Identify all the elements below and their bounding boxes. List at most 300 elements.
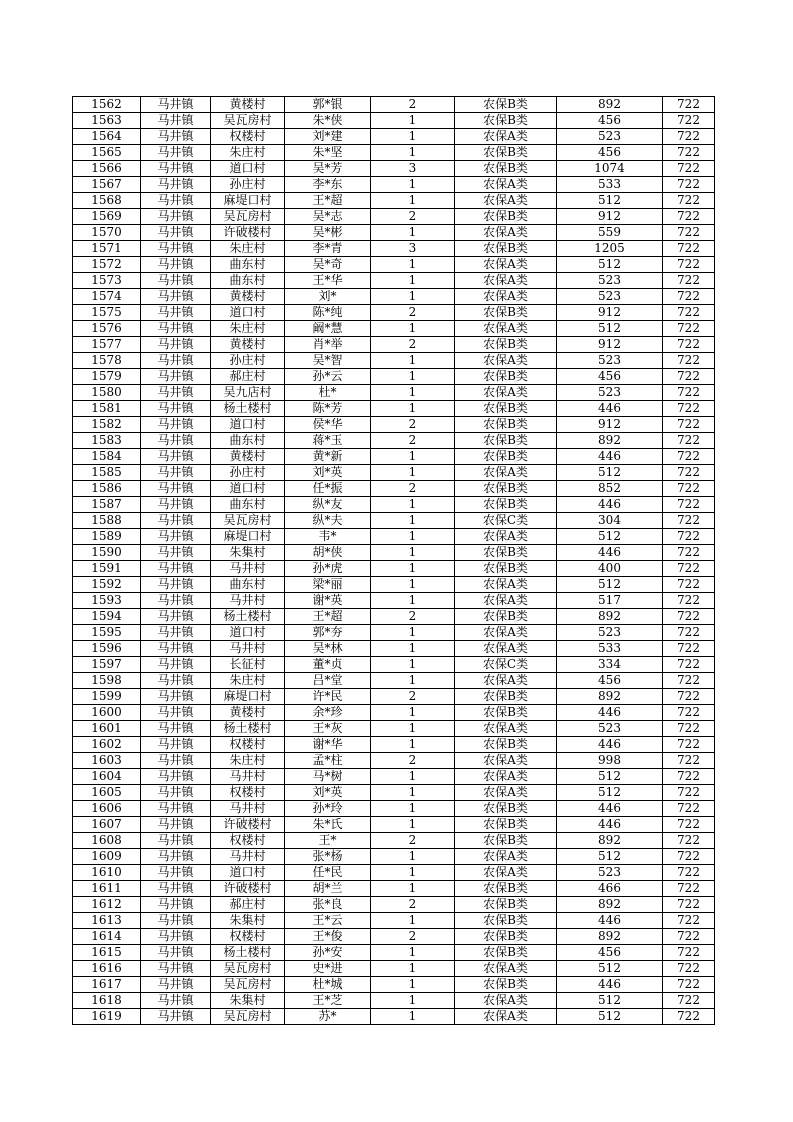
town-cell: 马井镇 <box>141 113 211 129</box>
table-row <box>73 289 715 305</box>
category-cell: 农保B类 <box>455 897 557 913</box>
category-cell: 农保A类 <box>455 129 557 145</box>
amount-cell: 446 <box>557 737 663 753</box>
table-row <box>73 609 715 625</box>
town-cell: 马井镇 <box>141 593 211 609</box>
code-cell: 722 <box>663 225 715 241</box>
row-number-cell: 1567 <box>73 177 141 193</box>
town-cell: 马井镇 <box>141 321 211 337</box>
name-cell: 吴*志 <box>285 209 371 225</box>
table-row <box>73 369 715 385</box>
name-cell: 朱*坚 <box>285 145 371 161</box>
amount-cell: 512 <box>557 993 663 1009</box>
town-cell: 马井镇 <box>141 145 211 161</box>
row-number-cell: 1563 <box>73 113 141 129</box>
village-cell: 黄楼村 <box>211 337 285 353</box>
code-cell: 722 <box>663 113 715 129</box>
code-cell: 722 <box>663 97 715 113</box>
category-cell: 农保B类 <box>455 433 557 449</box>
code-cell: 722 <box>663 465 715 481</box>
name-cell: 刘*建 <box>285 129 371 145</box>
count-cell: 1 <box>371 513 455 529</box>
code-cell: 722 <box>663 817 715 833</box>
category-cell: 农保B类 <box>455 833 557 849</box>
town-cell: 马井镇 <box>141 753 211 769</box>
code-cell: 722 <box>663 1009 715 1025</box>
code-cell: 722 <box>663 417 715 433</box>
row-number-cell: 1572 <box>73 257 141 273</box>
count-cell: 1 <box>371 225 455 241</box>
count-cell: 2 <box>371 481 455 497</box>
amount-cell: 512 <box>557 577 663 593</box>
town-cell: 马井镇 <box>141 289 211 305</box>
amount-cell: 852 <box>557 481 663 497</box>
table-row <box>73 529 715 545</box>
table-row <box>73 689 715 705</box>
village-cell: 黄楼村 <box>211 449 285 465</box>
name-cell: 胡*兰 <box>285 881 371 897</box>
village-cell: 黄楼村 <box>211 97 285 113</box>
count-cell: 2 <box>371 689 455 705</box>
town-cell: 马井镇 <box>141 993 211 1009</box>
count-cell: 2 <box>371 833 455 849</box>
amount-cell: 517 <box>557 593 663 609</box>
village-cell: 权楼村 <box>211 929 285 945</box>
count-cell: 1 <box>371 737 455 753</box>
name-cell: 许*民 <box>285 689 371 705</box>
category-cell: 农保B类 <box>455 97 557 113</box>
row-number-cell: 1588 <box>73 513 141 529</box>
code-cell: 722 <box>663 849 715 865</box>
town-cell: 马井镇 <box>141 657 211 673</box>
code-cell: 722 <box>663 273 715 289</box>
category-cell: 农保A类 <box>455 769 557 785</box>
code-cell: 722 <box>663 689 715 705</box>
name-cell: 张*良 <box>285 897 371 913</box>
town-cell: 马井镇 <box>141 801 211 817</box>
row-number-cell: 1596 <box>73 641 141 657</box>
amount-cell: 512 <box>557 257 663 273</box>
town-cell: 马井镇 <box>141 929 211 945</box>
code-cell: 722 <box>663 881 715 897</box>
row-number-cell: 1580 <box>73 385 141 401</box>
amount-cell: 512 <box>557 1009 663 1025</box>
code-cell: 722 <box>663 257 715 273</box>
row-number-cell: 1595 <box>73 625 141 641</box>
amount-cell: 998 <box>557 753 663 769</box>
category-cell: 农保A类 <box>455 193 557 209</box>
count-cell: 1 <box>371 145 455 161</box>
category-cell: 农保B类 <box>455 209 557 225</box>
count-cell: 3 <box>371 161 455 177</box>
table-row <box>73 97 715 113</box>
count-cell: 1 <box>371 625 455 641</box>
count-cell: 2 <box>371 609 455 625</box>
row-number-cell: 1571 <box>73 241 141 257</box>
name-cell: 陈*纯 <box>285 305 371 321</box>
table-row <box>73 929 715 945</box>
village-cell: 孙庄村 <box>211 465 285 481</box>
code-cell: 722 <box>663 577 715 593</box>
name-cell: 王*俊 <box>285 929 371 945</box>
town-cell: 马井镇 <box>141 465 211 481</box>
category-cell: 农保B类 <box>455 689 557 705</box>
town-cell: 马井镇 <box>141 561 211 577</box>
name-cell: 王*灰 <box>285 721 371 737</box>
village-cell: 孙庄村 <box>211 177 285 193</box>
row-number-cell: 1570 <box>73 225 141 241</box>
village-cell: 曲东村 <box>211 273 285 289</box>
code-cell: 722 <box>663 209 715 225</box>
row-number-cell: 1614 <box>73 929 141 945</box>
code-cell: 722 <box>663 769 715 785</box>
table-row <box>73 273 715 289</box>
row-number-cell: 1600 <box>73 705 141 721</box>
category-cell: 农保B类 <box>455 913 557 929</box>
table-row <box>73 545 715 561</box>
count-cell: 2 <box>371 417 455 433</box>
name-cell: 蒋*玉 <box>285 433 371 449</box>
row-number-cell: 1573 <box>73 273 141 289</box>
category-cell: 农保B类 <box>455 113 557 129</box>
amount-cell: 912 <box>557 209 663 225</box>
row-number-cell: 1577 <box>73 337 141 353</box>
amount-cell: 446 <box>557 545 663 561</box>
town-cell: 马井镇 <box>141 529 211 545</box>
name-cell: 孙*安 <box>285 945 371 961</box>
table-row <box>73 961 715 977</box>
village-cell: 朱集村 <box>211 993 285 1009</box>
table-row <box>73 465 715 481</box>
amount-cell: 533 <box>557 641 663 657</box>
town-cell: 马井镇 <box>141 129 211 145</box>
code-cell: 722 <box>663 369 715 385</box>
category-cell: 农保A类 <box>455 993 557 1009</box>
records-table <box>72 96 715 1025</box>
name-cell: 李*青 <box>285 241 371 257</box>
code-cell: 722 <box>663 721 715 737</box>
name-cell: 杜* <box>285 385 371 401</box>
row-number-cell: 1611 <box>73 881 141 897</box>
town-cell: 马井镇 <box>141 961 211 977</box>
count-cell: 1 <box>371 721 455 737</box>
code-cell: 722 <box>663 913 715 929</box>
name-cell: 吴*林 <box>285 641 371 657</box>
town-cell: 马井镇 <box>141 721 211 737</box>
name-cell: 马*树 <box>285 769 371 785</box>
amount-cell: 892 <box>557 897 663 913</box>
category-cell: 农保B类 <box>455 705 557 721</box>
name-cell: 孙*虎 <box>285 561 371 577</box>
category-cell: 农保B类 <box>455 481 557 497</box>
category-cell: 农保A类 <box>455 865 557 881</box>
town-cell: 马井镇 <box>141 305 211 321</box>
row-number-cell: 1581 <box>73 401 141 417</box>
category-cell: 农保A类 <box>455 529 557 545</box>
village-cell: 许破楼村 <box>211 225 285 241</box>
table-row <box>73 881 715 897</box>
village-cell: 黄楼村 <box>211 289 285 305</box>
code-cell: 722 <box>663 545 715 561</box>
amount-cell: 456 <box>557 113 663 129</box>
category-cell: 农保B类 <box>455 561 557 577</box>
count-cell: 1 <box>371 881 455 897</box>
code-cell: 722 <box>663 833 715 849</box>
code-cell: 722 <box>663 385 715 401</box>
name-cell: 王*华 <box>285 273 371 289</box>
table-row <box>73 705 715 721</box>
village-cell: 孙庄村 <box>211 353 285 369</box>
amount-cell: 523 <box>557 353 663 369</box>
table-row <box>73 305 715 321</box>
amount-cell: 892 <box>557 609 663 625</box>
town-cell: 马井镇 <box>141 577 211 593</box>
row-number-cell: 1612 <box>73 897 141 913</box>
village-cell: 权楼村 <box>211 129 285 145</box>
village-cell: 许破楼村 <box>211 817 285 833</box>
village-cell: 曲东村 <box>211 433 285 449</box>
town-cell: 马井镇 <box>141 705 211 721</box>
category-cell: 农保B类 <box>455 881 557 897</box>
table-row <box>73 641 715 657</box>
town-cell: 马井镇 <box>141 673 211 689</box>
town-cell: 马井镇 <box>141 257 211 273</box>
count-cell: 2 <box>371 929 455 945</box>
code-cell: 722 <box>663 193 715 209</box>
table-row <box>73 865 715 881</box>
code-cell: 722 <box>663 593 715 609</box>
category-cell: 农保A类 <box>455 353 557 369</box>
table-row <box>73 625 715 641</box>
village-cell: 杨土楼村 <box>211 721 285 737</box>
town-cell: 马井镇 <box>141 97 211 113</box>
village-cell: 吴瓦房村 <box>211 977 285 993</box>
code-cell: 722 <box>663 961 715 977</box>
count-cell: 1 <box>371 497 455 513</box>
category-cell: 农保B类 <box>455 161 557 177</box>
amount-cell: 523 <box>557 289 663 305</box>
village-cell: 黄楼村 <box>211 705 285 721</box>
code-cell: 722 <box>663 801 715 817</box>
code-cell: 722 <box>663 625 715 641</box>
amount-cell: 523 <box>557 721 663 737</box>
row-number-cell: 1582 <box>73 417 141 433</box>
town-cell: 马井镇 <box>141 849 211 865</box>
code-cell: 722 <box>663 353 715 369</box>
table-row <box>73 337 715 353</box>
row-number-cell: 1607 <box>73 817 141 833</box>
count-cell: 1 <box>371 529 455 545</box>
code-cell: 722 <box>663 321 715 337</box>
code-cell: 722 <box>663 897 715 913</box>
count-cell: 2 <box>371 897 455 913</box>
count-cell: 1 <box>371 113 455 129</box>
table-row <box>73 257 715 273</box>
category-cell: 农保A类 <box>455 225 557 241</box>
village-cell: 郝庄村 <box>211 369 285 385</box>
village-cell: 道口村 <box>211 481 285 497</box>
code-cell: 722 <box>663 481 715 497</box>
name-cell: 吴*芳 <box>285 161 371 177</box>
name-cell: 余*珍 <box>285 705 371 721</box>
row-number-cell: 1619 <box>73 1009 141 1025</box>
village-cell: 道口村 <box>211 161 285 177</box>
town-cell: 马井镇 <box>141 881 211 897</box>
count-cell: 2 <box>371 753 455 769</box>
town-cell: 马井镇 <box>141 785 211 801</box>
category-cell: 农保A类 <box>455 257 557 273</box>
amount-cell: 512 <box>557 849 663 865</box>
count-cell: 2 <box>371 305 455 321</box>
village-cell: 权楼村 <box>211 833 285 849</box>
town-cell: 马井镇 <box>141 481 211 497</box>
category-cell: 农保A类 <box>455 465 557 481</box>
town-cell: 马井镇 <box>141 273 211 289</box>
category-cell: 农保B类 <box>455 369 557 385</box>
village-cell: 朱集村 <box>211 545 285 561</box>
code-cell: 722 <box>663 241 715 257</box>
category-cell: 农保B类 <box>455 145 557 161</box>
row-number-cell: 1597 <box>73 657 141 673</box>
town-cell: 马井镇 <box>141 865 211 881</box>
village-cell: 朱庄村 <box>211 321 285 337</box>
amount-cell: 512 <box>557 961 663 977</box>
name-cell: 任*民 <box>285 865 371 881</box>
count-cell: 1 <box>371 641 455 657</box>
count-cell: 1 <box>371 593 455 609</box>
town-cell: 马井镇 <box>141 433 211 449</box>
town-cell: 马井镇 <box>141 177 211 193</box>
table-row <box>73 433 715 449</box>
village-cell: 权楼村 <box>211 737 285 753</box>
row-number-cell: 1578 <box>73 353 141 369</box>
count-cell: 1 <box>371 177 455 193</box>
table-row <box>73 145 715 161</box>
village-cell: 杨土楼村 <box>211 401 285 417</box>
code-cell: 722 <box>663 161 715 177</box>
table-row <box>73 849 715 865</box>
category-cell: 农保A类 <box>455 385 557 401</box>
amount-cell: 523 <box>557 625 663 641</box>
count-cell: 1 <box>371 961 455 977</box>
count-cell: 1 <box>371 545 455 561</box>
count-cell: 1 <box>371 401 455 417</box>
amount-cell: 892 <box>557 97 663 113</box>
village-cell: 吴瓦房村 <box>211 513 285 529</box>
village-cell: 麻堤口村 <box>211 689 285 705</box>
amount-cell: 456 <box>557 673 663 689</box>
row-number-cell: 1587 <box>73 497 141 513</box>
category-cell: 农保A类 <box>455 641 557 657</box>
village-cell: 吴瓦房村 <box>211 113 285 129</box>
count-cell: 1 <box>371 193 455 209</box>
row-number-cell: 1584 <box>73 449 141 465</box>
category-cell: 农保A类 <box>455 785 557 801</box>
town-cell: 马井镇 <box>141 689 211 705</box>
table-row <box>73 401 715 417</box>
row-number-cell: 1603 <box>73 753 141 769</box>
village-cell: 马井村 <box>211 593 285 609</box>
village-cell: 吴瓦房村 <box>211 209 285 225</box>
amount-cell: 912 <box>557 337 663 353</box>
code-cell: 722 <box>663 289 715 305</box>
name-cell: 胡*侠 <box>285 545 371 561</box>
row-number-cell: 1615 <box>73 945 141 961</box>
code-cell: 722 <box>663 753 715 769</box>
code-cell: 722 <box>663 305 715 321</box>
row-number-cell: 1576 <box>73 321 141 337</box>
town-cell: 马井镇 <box>141 769 211 785</box>
name-cell: 肖*举 <box>285 337 371 353</box>
table-row <box>73 177 715 193</box>
row-number-cell: 1598 <box>73 673 141 689</box>
count-cell: 1 <box>371 257 455 273</box>
row-number-cell: 1569 <box>73 209 141 225</box>
count-cell: 1 <box>371 769 455 785</box>
row-number-cell: 1574 <box>73 289 141 305</box>
town-cell: 马井镇 <box>141 449 211 465</box>
amount-cell: 892 <box>557 833 663 849</box>
row-number-cell: 1593 <box>73 593 141 609</box>
name-cell: 李*东 <box>285 177 371 193</box>
table-row <box>73 897 715 913</box>
village-cell: 道口村 <box>211 417 285 433</box>
category-cell: 农保B类 <box>455 545 557 561</box>
table-row <box>73 753 715 769</box>
table-row <box>73 561 715 577</box>
code-cell: 722 <box>663 673 715 689</box>
town-cell: 马井镇 <box>141 369 211 385</box>
village-cell: 权楼村 <box>211 785 285 801</box>
town-cell: 马井镇 <box>141 401 211 417</box>
village-cell: 曲东村 <box>211 257 285 273</box>
town-cell: 马井镇 <box>141 817 211 833</box>
amount-cell: 456 <box>557 369 663 385</box>
row-number-cell: 1592 <box>73 577 141 593</box>
row-number-cell: 1579 <box>73 369 141 385</box>
category-cell: 农保B类 <box>455 449 557 465</box>
code-cell: 722 <box>663 129 715 145</box>
category-cell: 农保B类 <box>455 241 557 257</box>
name-cell: 王*超 <box>285 193 371 209</box>
amount-cell: 523 <box>557 865 663 881</box>
row-number-cell: 1586 <box>73 481 141 497</box>
table-row <box>73 129 715 145</box>
table-row <box>73 513 715 529</box>
table-row <box>73 497 715 513</box>
row-number-cell: 1589 <box>73 529 141 545</box>
category-cell: 农保A类 <box>455 1009 557 1025</box>
category-cell: 农保C类 <box>455 657 557 673</box>
category-cell: 农保A类 <box>455 321 557 337</box>
name-cell: 吴*智 <box>285 353 371 369</box>
row-number-cell: 1609 <box>73 849 141 865</box>
count-cell: 1 <box>371 273 455 289</box>
row-number-cell: 1594 <box>73 609 141 625</box>
table-row <box>73 721 715 737</box>
town-cell: 马井镇 <box>141 545 211 561</box>
table-row <box>73 657 715 673</box>
village-cell: 郝庄村 <box>211 897 285 913</box>
row-number-cell: 1590 <box>73 545 141 561</box>
table-row <box>73 817 715 833</box>
table-row <box>73 785 715 801</box>
row-number-cell: 1608 <box>73 833 141 849</box>
row-number-cell: 1575 <box>73 305 141 321</box>
town-cell: 马井镇 <box>141 225 211 241</box>
town-cell: 马井镇 <box>141 945 211 961</box>
table-row <box>73 161 715 177</box>
